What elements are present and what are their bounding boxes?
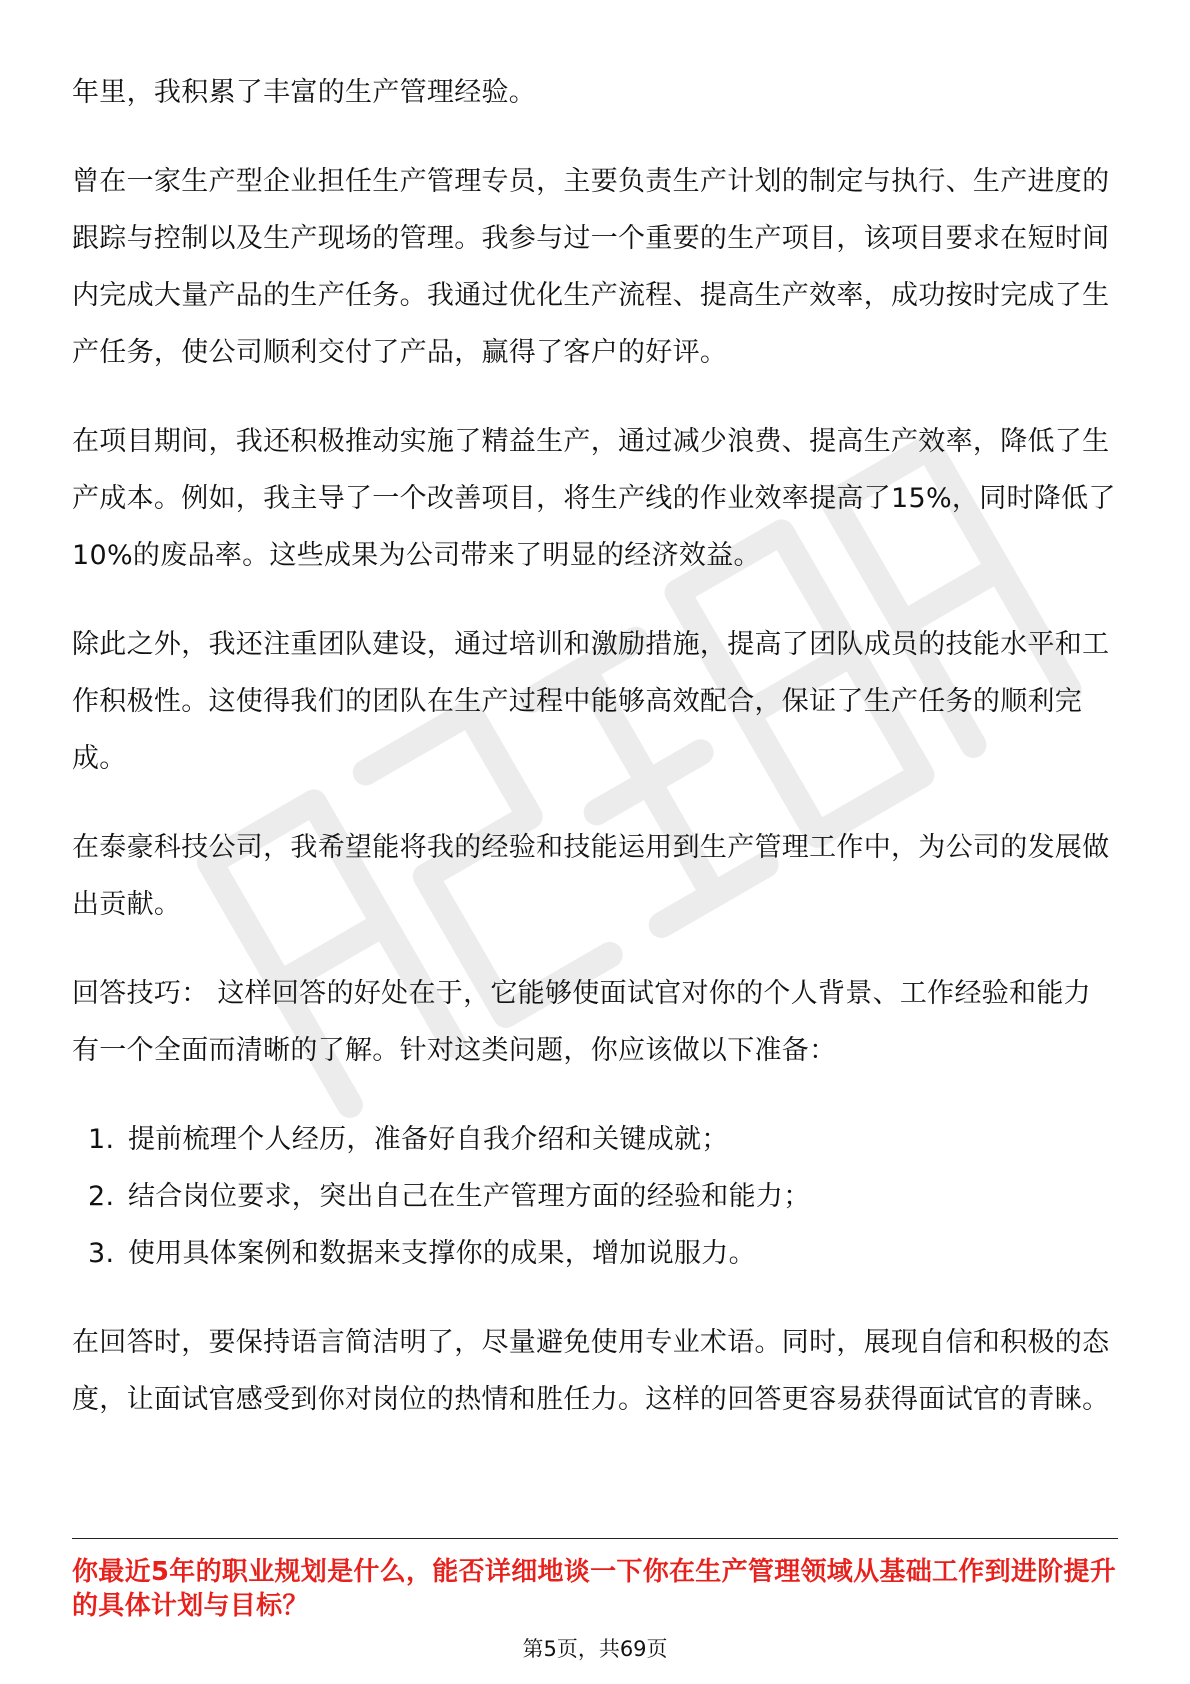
list-item-text: 提前梳理个人经历，准备好自我介绍和关键成就； <box>128 1124 729 1155</box>
page-number: 第5页，共69页 <box>522 1637 668 1661</box>
paragraph-answer-tips: 回答技巧： 这样回答的好处在于，它能够使面试官对你的个人背景、工作经验和能力有一个全面而清晰的了解。针对这类问题，你应该做以下准备： <box>72 978 1091 1066</box>
list-item-text: 使用具体案例和数据来支撑你的成果，增加说服力。 <box>128 1238 756 1269</box>
tips-list <box>72 1111 1118 1282</box>
paragraph-closing: 在回答时，要保持语言简洁明了，尽量避免使用专业术语。同时，展现自信和积极的态度，让面试官感受到你对岗位的热情和胜任力。这样的回答更容易获得面试官的青睐。 <box>72 1327 1110 1415</box>
paragraph-role: 曾在一家生产型企业担任生产管理专员，主要负责生产计划的制定与执行、生产进度的跟踪与控制以及生产现场的管理。我参与过一个重要的生产项目，该项目要求在短时间内完成大量产品的生产任务。我通过优化生产流程、提高生产效率，成功按时完成了生产任务，使公司顺利交付了产品，赢得了客户的好评。 <box>72 166 1110 368</box>
section-divider <box>72 1538 1118 1539</box>
next-question-heading: 你最近5年的职业规划是什么，能否详细地谈一下你在生产管理领域从基础工作到进阶提升的具体计划与目标？ <box>72 1557 1117 1621</box>
list-item-number: 2. <box>88 1181 115 1212</box>
list-item-text: 结合岗位要求，突出自己在生产管理方面的经验和能力； <box>128 1181 811 1212</box>
paragraph-goal: 在泰豪科技公司，我希望能将我的经验和技能运用到生产管理工作中，为公司的发展做出贡献。 <box>72 832 1110 920</box>
paragraph-experience-intro: 年里，我积累了丰富的生产管理经验。 <box>72 77 537 108</box>
list-item <box>72 1168 1118 1225</box>
document-body <box>72 64 1118 1460</box>
paragraph-team-building: 除此之外，我还注重团队建设，通过培训和激励措施，提高了团队成员的技能水平和工作积极性。这使得我们的团队在生产过程中能够高效配合，保证了生产任务的顺利完成。 <box>72 629 1110 774</box>
list-item <box>72 1111 1118 1168</box>
list-item-number: 1. <box>88 1124 115 1155</box>
list-item <box>72 1225 1118 1282</box>
paragraph-lean-production: 在项目期间，我还积极推动实施了精益生产，通过减少浪费、提高生产效率，降低了生产成本。例如，我主导了一个改善项目，将生产线的作业效率提高了15%，同时降低了10%的废品率。这些成果为公司带来了明显的经济效益。 <box>72 426 1116 571</box>
list-item-number: 3. <box>88 1238 115 1269</box>
